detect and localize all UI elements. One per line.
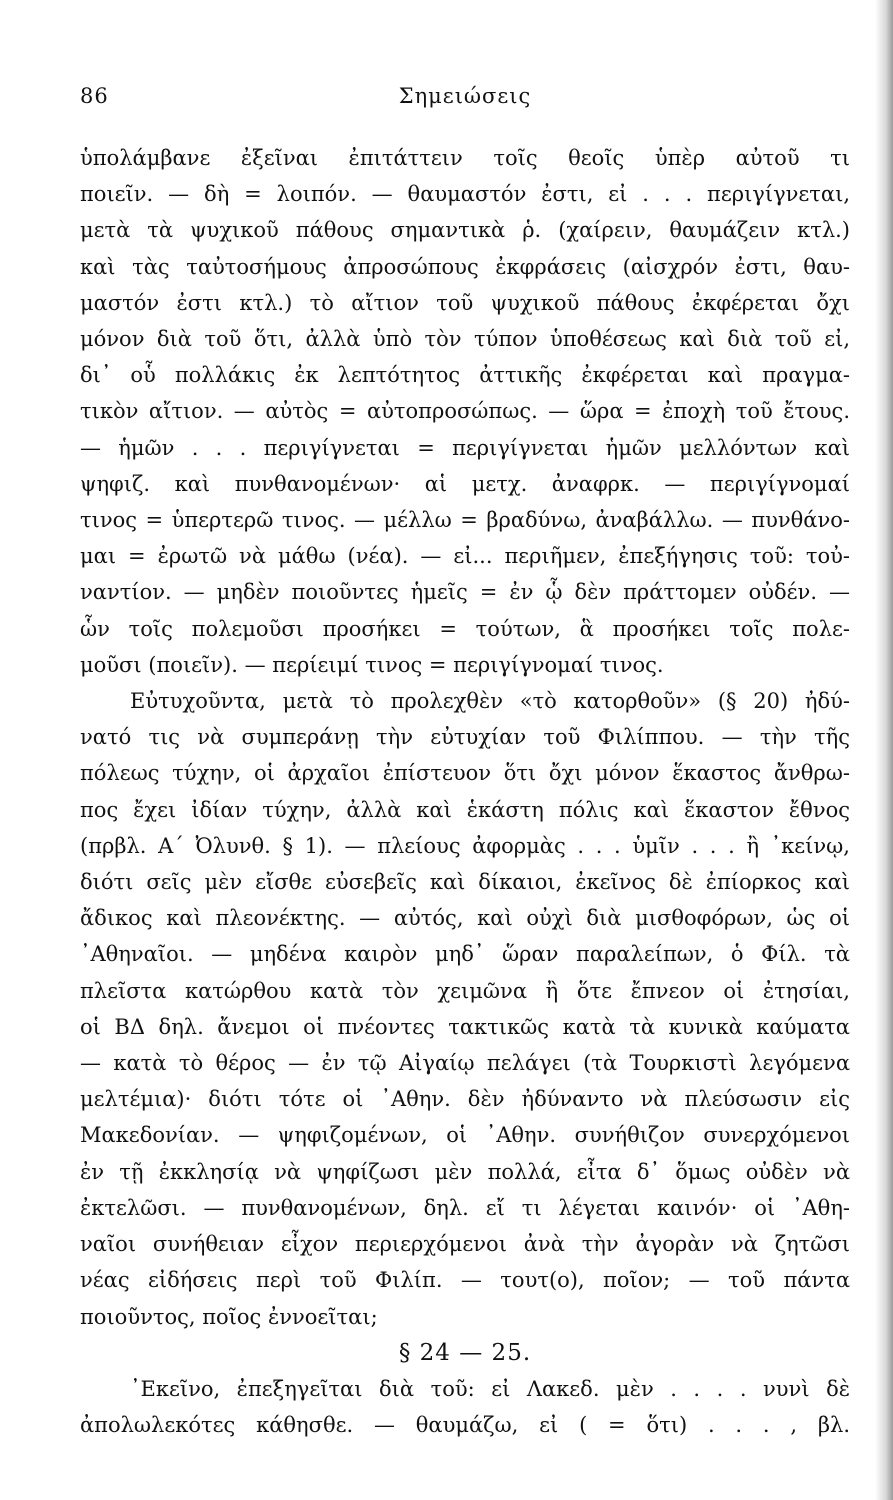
text-line: ᾽Αθηναῖοι. — μηδένα καιρὸν μηδ᾽ ὥραν παραλείπων, ὁ Φίλ. τὰ <box>80 942 850 967</box>
section-heading: § 24 — 25. <box>398 1339 532 1366</box>
notes-body <box>80 140 850 1443</box>
text-line: καὶ τὰς ταὐτοσήμους ἀπροσώπους ἐκφράσεις (αἰσχρόν ἐστι, θαυ- <box>80 254 850 279</box>
text-line: δι᾽ οὗ πολλάκις ἐκ λεπτότητος ἀττικῆς ἐκφέρεται καὶ πραγμα- <box>80 363 850 388</box>
text-line: ὑπολάμβανε ἐξεῖναι ἐπιτάττειν τοῖς θεοῖς ὑπὲρ αὐτοῦ τι <box>80 146 850 170</box>
text-line: ναῖοι συνήθειαν εἶχον περιερχόμενοι ἀνὰ τὴν ἀγορὰν νὰ ζητῶσι <box>80 1232 850 1257</box>
text-line: — ἡμῶν . . . περιγίγνεται = περιγίγνεται ἡμῶν μελλόντων καὶ <box>80 435 850 460</box>
text-line: πλεῖστα κατώρθου κατὰ τὸν χειμῶνα ἢ ὅτε ἔπνεον οἱ ἐτησίαι, <box>80 978 850 1003</box>
paragraph-start-line: ᾽Εκεῖνο, ἐπεξηγεῖται διὰ τοῦ: εἰ Λακεδ. μὲν . . . . νυνὶ δὲ <box>130 1376 850 1401</box>
text-line: ἐν τῇ ἐκκλησίᾳ νὰ ψηφίζωσι μὲν πολλά, εἶτα δ᾽ ὅμως οὐδὲν νὰ <box>80 1159 850 1184</box>
text-line: διότι σεῖς μὲν εἴσθε εὐσεβεῖς καὶ δίκαιοι, ἐκεῖνος δὲ ἐπίορκος καὶ <box>80 870 850 895</box>
text-line: μόνον διὰ τοῦ ὅτι, ἀλλὰ ὑπὸ τὸν τύπον ὑποθέσεως καὶ διὰ τοῦ εἰ, <box>80 327 850 352</box>
text-line: μετὰ τὰ ψυχικοῦ πάθους σημαντικὰ ῥ. (χαίρειν, θαυμάζειν κτλ.) <box>80 218 850 243</box>
text-line: (πρβλ. Α´ Ὀλυνθ. § 1). — πλείους ἀφορμὰς . . . ὑμῖν . . . ἢ ᾽κείνῳ, <box>80 833 850 858</box>
text-line: ἀπολωλεκότες κάθησθε. — θαυμάζω, εἰ ( = ὅτι) . . . , βλ. <box>80 1413 850 1438</box>
page-number: 86 <box>80 84 109 108</box>
text-line: ἄδικος καὶ πλεονέκτης. — αὐτός, καὶ οὐχὶ διὰ μισθοφόρων, ὡς οἱ <box>80 906 850 931</box>
running-title: Σημειώσεις <box>398 84 532 108</box>
page-edge-shadow <box>875 0 893 1500</box>
text-line: — κατὰ τὸ θέρος — ἐν τῷ Αἰγαίῳ πελάγει (τὰ Τουρκιστὶ λεγόμενα <box>80 1051 850 1076</box>
text-line: πος ἔχει ἰδίαν τύχην, ἀλλὰ καὶ ἑκάστη πόλις καὶ ἕκαστον ἔθνος <box>80 797 850 822</box>
text-line: τινος = ὑπερτερῶ τινος. — μέλλω = βραδύνω, ἀναβάλλω. — πυνθάνο- <box>80 508 850 533</box>
text-line: οἱ ΒΔ δηλ. ἄνεμοι οἱ πνέοντες τακτικῶς κατὰ τὰ κυνικὰ καύματα <box>80 1014 850 1039</box>
text-line: Μακεδονίαν. — ψηφιζομένων, οἱ ᾽Αθην. συνήθιζον συνερχόμενοι <box>80 1123 850 1148</box>
text-line: νατό τις νὰ συμπεράνῃ τὴν εὐτυχίαν τοῦ Φιλίππου. — τὴν τῆς <box>80 725 850 750</box>
paragraph-start-line: Εὐτυχοῦντα, μετὰ τὸ προλεχθὲν «τὸ κατορθοῦν» (§ 20) ἠδύ- <box>130 689 850 714</box>
text-line: ὧν τοῖς πολεμοῦσι προσήκει = τούτων, ἃ προσήκει τοῖς πολε- <box>80 616 850 641</box>
text-line: τικὸν αἴτιον. — αὐτὸς = αὐτοπροσώπως. — ὥρα = ἐποχὴ τοῦ ἔτους. <box>80 399 850 424</box>
text-line: ψηφιζ. καὶ πυνθανομένων· αἱ μετχ. ἀναφρκ. — περιγίγνομαί <box>80 471 850 496</box>
text-line: μαστόν ἐστι κτλ.) τὸ αἴτιον τοῦ ψυχικοῦ πάθους ἐκφέρεται ὄχι <box>80 290 850 315</box>
text-line: μοῦσι (ποιεῖν). — περίειμί τινος = περιγίγνομαί τινος. <box>80 652 664 677</box>
text-line: ναντίον. — μηδὲν ποιοῦντες ἡμεῖς = ἐν ᾧ δὲν πράττομεν οὐδέν. — <box>80 580 850 605</box>
text-line: ποιοῦντος, ποῖος ἐννοεῖται; <box>80 1304 378 1329</box>
text-line: πόλεως τύχην, οἱ ἀρχαῖοι ἐπίστευον ὅτι ὄχι μόνον ἕκαστος ἄνθρω- <box>80 761 850 786</box>
text-line: ποιεῖν. — δὴ = λοιπόν. — θαυμαστόν ἐστι, εἰ . . . περιγίγνεται, <box>80 182 850 207</box>
text-line: ἐκτελῶσι. — πυνθανομένων, δηλ. εἴ τι λέγεται καινόν· οἱ ᾽Αθη- <box>80 1195 850 1220</box>
text-line: μελτέμια)· διότι τότε οἱ ᾽Αθην. δὲν ἠδύναντο νὰ πλεύσωσιν εἰς <box>80 1087 850 1112</box>
text-line: μαι = ἐρωτῶ νὰ μάθω (νέα). — εἰ... περιῆμεν, ἐπεξήγησις τοῦ: τοὐ- <box>80 544 850 569</box>
text-line: νέας εἰδήσεις περὶ τοῦ Φιλίπ. — τουτ(ο), ποῖον; — τοῦ πάντα <box>80 1268 850 1293</box>
